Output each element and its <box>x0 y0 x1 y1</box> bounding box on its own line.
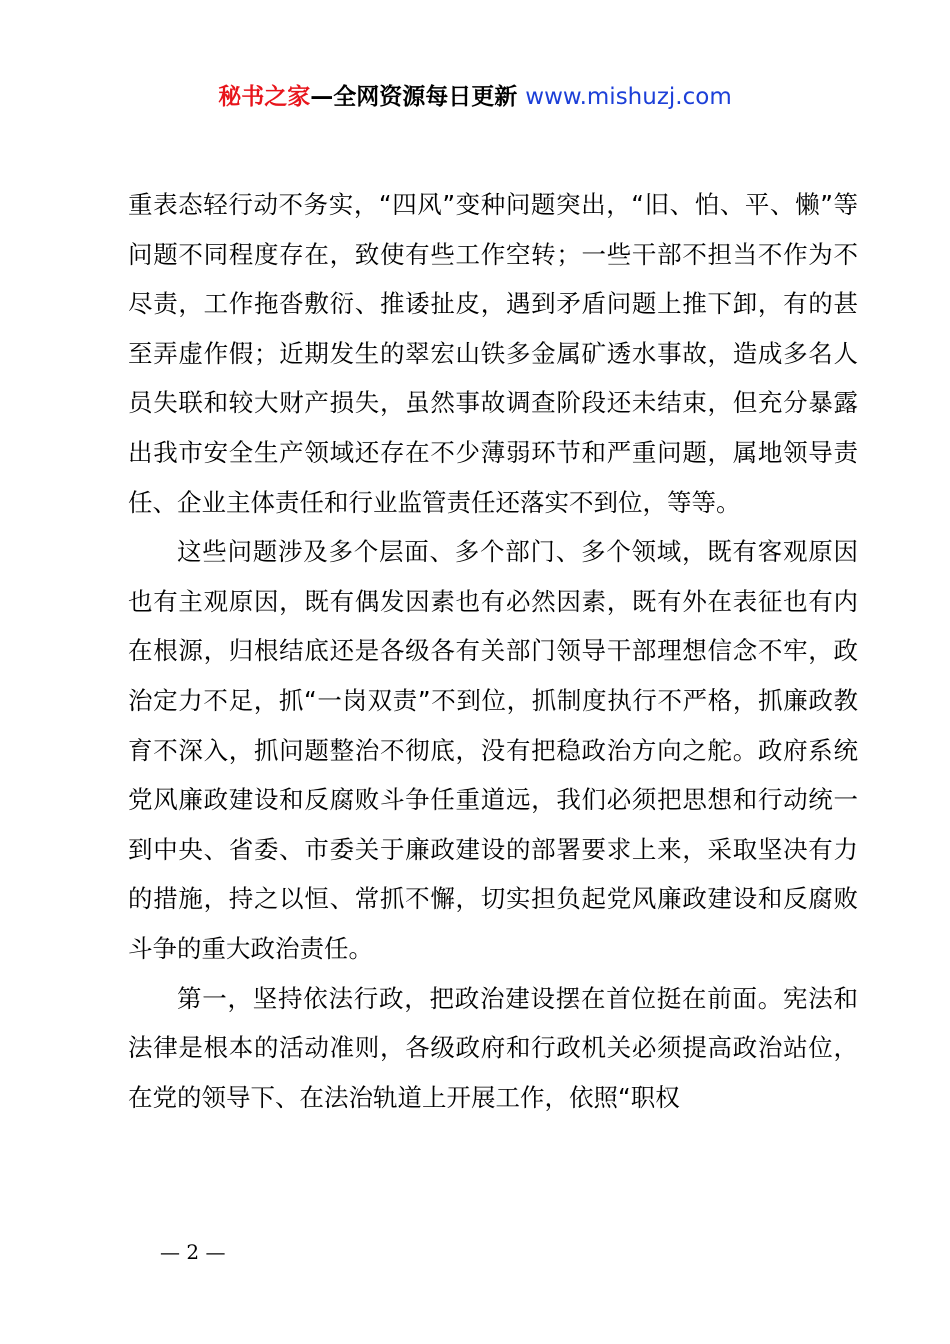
brand-name: 秘书之家 <box>218 84 311 110</box>
document-body <box>128 180 858 1122</box>
page-number: — 2 — <box>160 1240 226 1264</box>
header-slogan: —全网资源每日更新 <box>310 84 518 110</box>
paragraph-3: 第一，坚持依法行政，把政治建设摆在首位挺在前面。宪法和法律是根本的活动准则，各级政府和行政机关必须提高政治站位，在党的领导下、在法治轨道上开展工作，依照“职权 <box>128 983 858 1112</box>
site-url[interactable]: www.mishuzj.com <box>525 84 732 110</box>
paragraph-1: 重表态轻行动不务实，“四风”变种问题突出，“旧、怕、平、懒”等问题不同程度存在，致使有些工作空转；一些干部不担当不作为不尽责，工作拖沓敷衍、推诿扯皮，遇到矛盾问题上推下卸，有的甚至弄虚作假；近期发生的翠宏山铁多金属矿透水事故，造成多名人员失联和较大财产损失，虽然事故调查阶段还未结束，但充分暴露出我市安全生产领域还存在不少薄弱环节和严重问题，属地领导责任、企业主体责任和行业监管责任还落实不到位，等等。 <box>128 190 858 517</box>
site-header <box>0 80 950 114</box>
paragraph-2: 这些问题涉及多个层面、多个部门、多个领域，既有客观原因也有主观原因，既有偶发因素也有必然因素，既有外在表征也有内在根源，归根结底还是各级各有关部门领导干部理想信念不牢，政治定力不足，抓“一岗双责”不到位，抓制度执行不严格，抓廉政教育不深入，抓问题整治不彻底，没有把稳政治方向之舵。政府系统党风廉政建设和反腐败斗争任重道远，我们必须把思想和行动统一到中央、省委、市委关于廉政建设的部署要求上来，采取坚决有力的措施，持之以恒、常抓不懈，切实担负起党风廉政建设和反腐败斗争的重大政治责任。 <box>128 537 858 963</box>
